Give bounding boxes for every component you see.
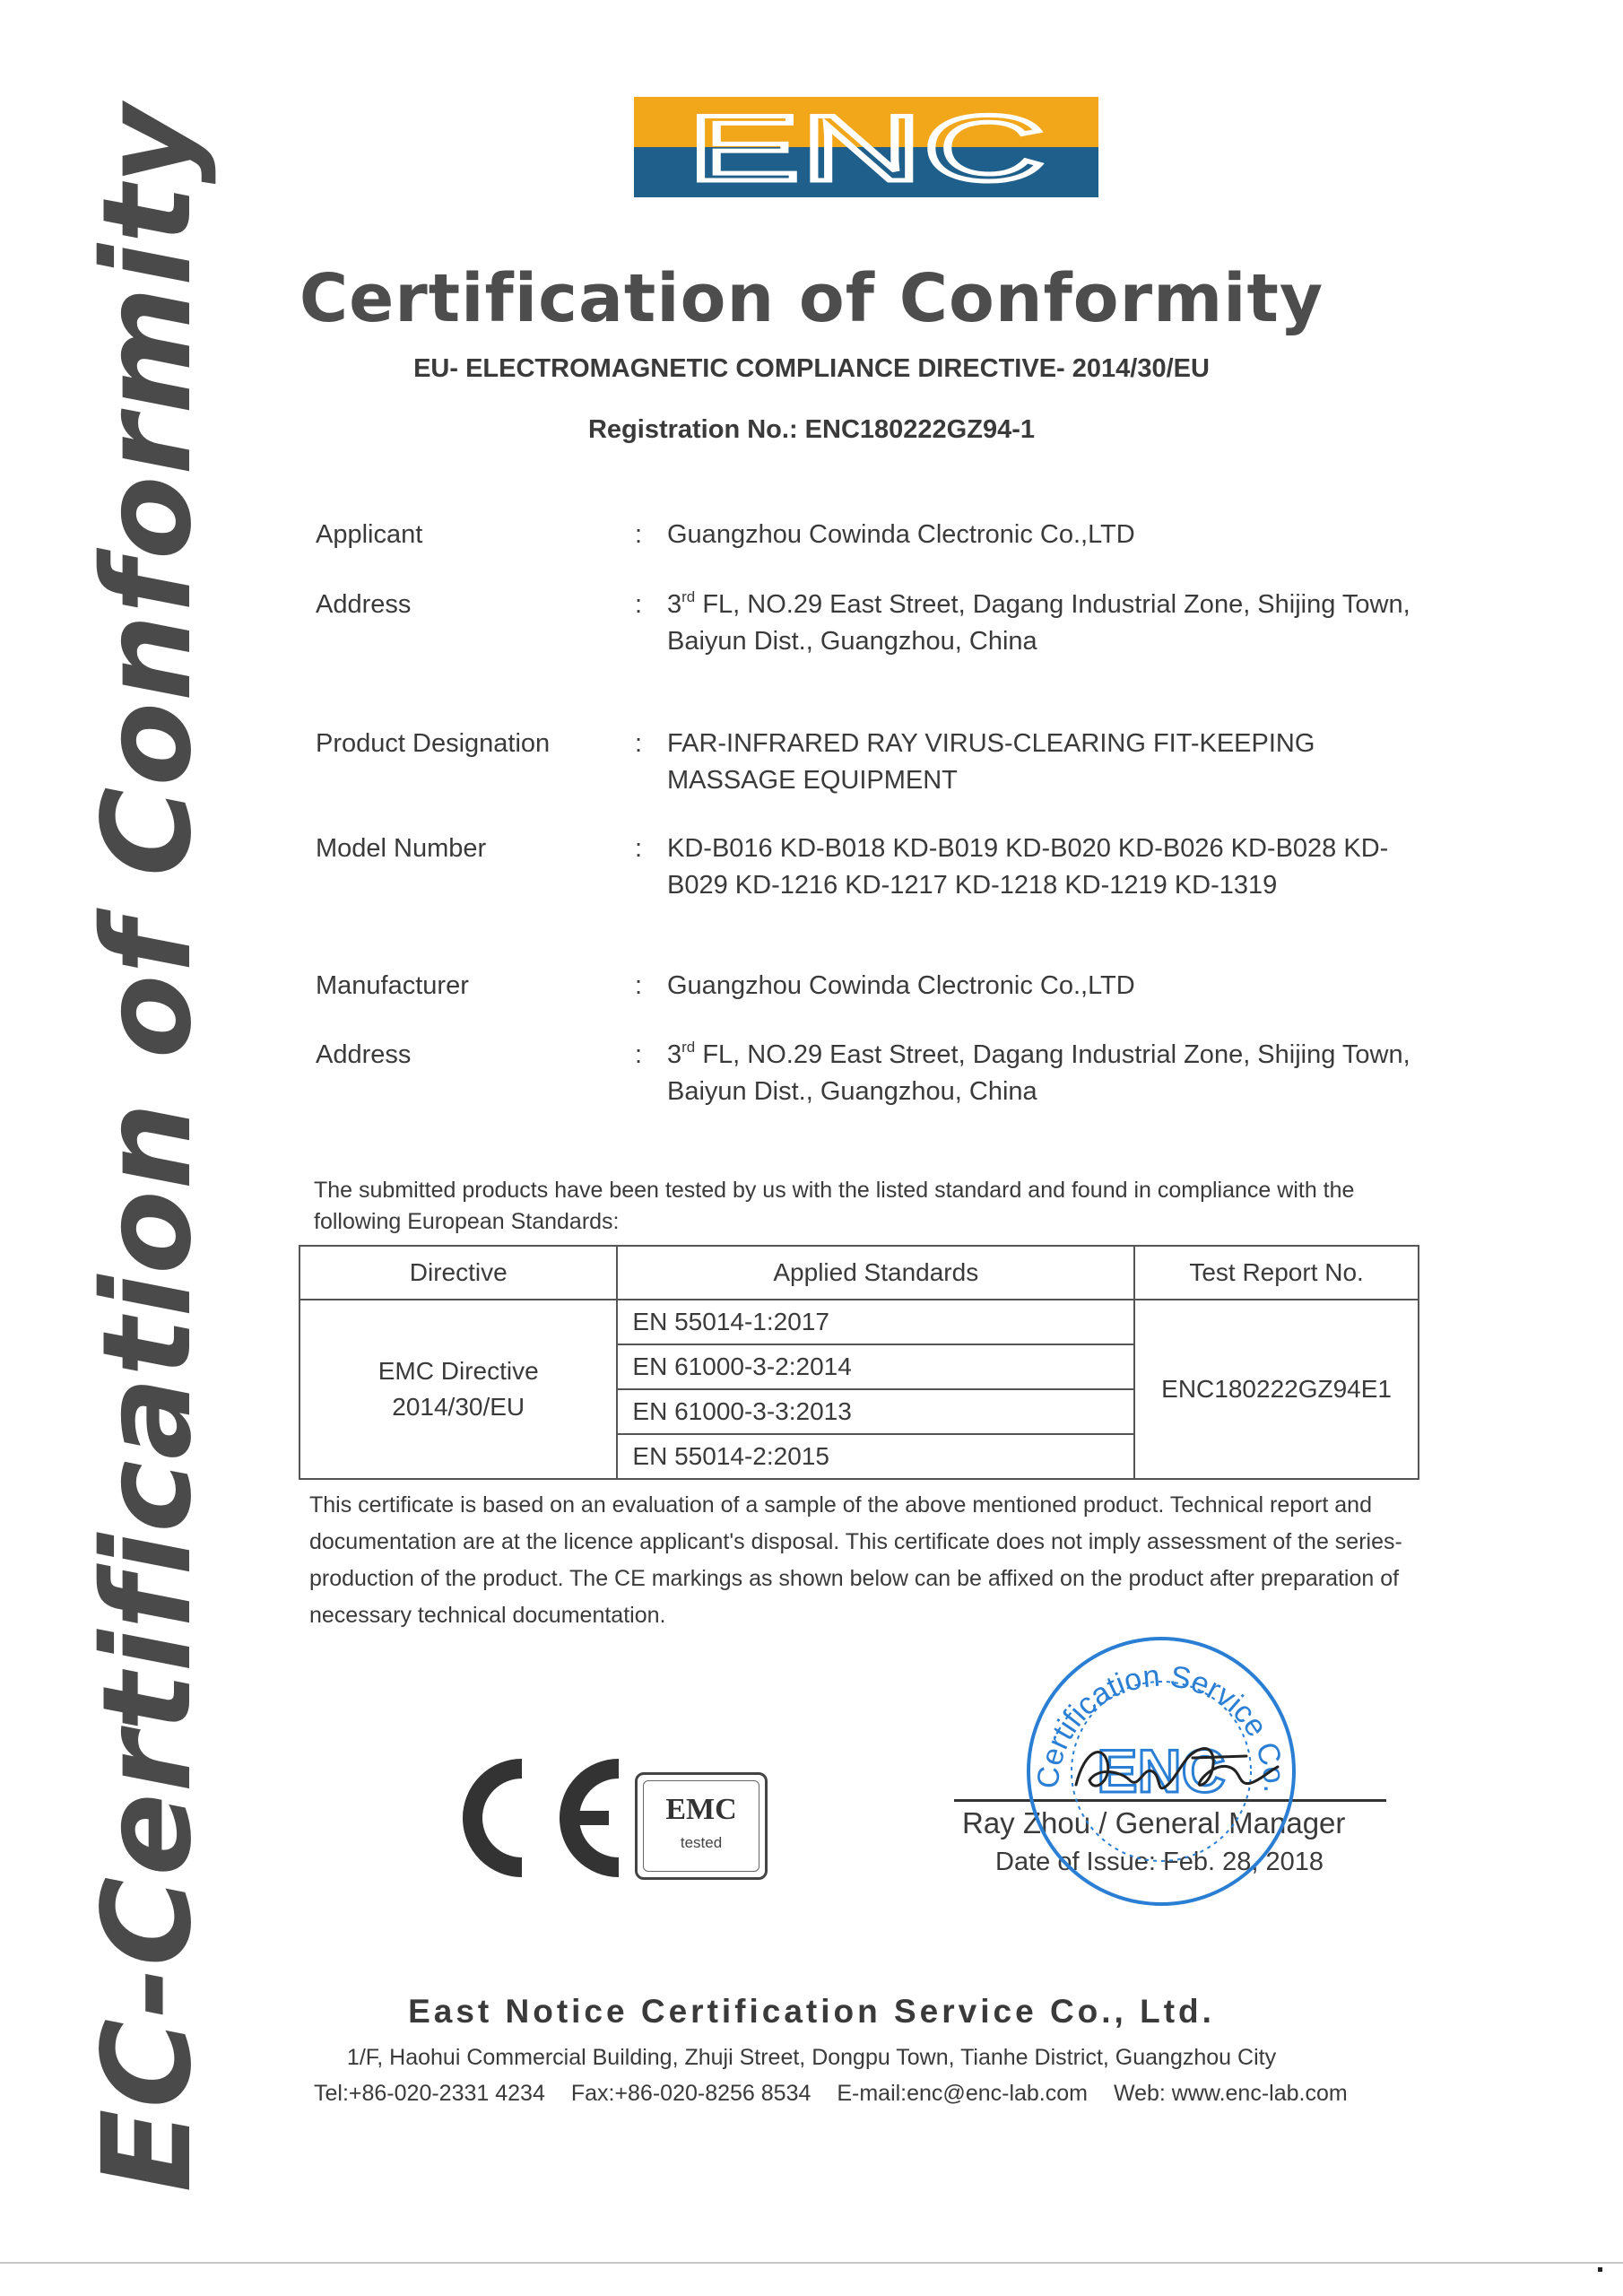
- emc-tested-badge: [635, 1772, 768, 1880]
- table-header-standards: Applied Standards: [617, 1246, 1134, 1300]
- disclaimer-text: This certificate is based on an evaluation of a sample of the above mentioned product. Technical report and documentation are at the licence applicant's disposal. This certificate does not imply assessment of the series-production of the product. The CE markings as shown below can be affixed on the product after preparation of necessary technical documentation.: [309, 1492, 1402, 1628]
- issuer-tel: Tel:+86-020-2331 4234: [314, 2081, 545, 2106]
- address-text: FL, NO.29 East Street, Dagang Industrial Zone, Shijing Town, Baiyun Dist., Guangzhou, China: [667, 590, 1410, 656]
- manufacturer-address-floor-suffix: rd: [681, 1039, 696, 1056]
- page-title: Certification of Conformity: [299, 260, 1324, 337]
- model-number-label: Model Number: [316, 834, 487, 863]
- test-report-cell: ENC180222GZ94E1: [1134, 1300, 1419, 1479]
- applicant-value: Guangzhou Cowinda Clectronic Co.,LTD: [667, 520, 1135, 549]
- product-designation-value: FAR-INFRARED RAY VIRUS-CLEARING FIT-KEEPING MASSAGE EQUIPMENT: [667, 729, 1315, 795]
- standard-cell: EN 61000-3-2:2014: [617, 1344, 1134, 1389]
- logo-text: ENC: [687, 97, 1046, 197]
- ce-mark-icon: [439, 1751, 628, 1885]
- issuer-address: 1/F, Haohui Commercial Building, Zhuji Street, Dongpu Town, Tianhe District, Guangzhou City: [346, 2045, 1277, 2070]
- table-header-row: [299, 1246, 1419, 1300]
- address-floor-suffix: rd: [681, 588, 696, 605]
- issuer-company-name: East Notice Certification Service Co., Ltd.: [408, 1993, 1215, 2030]
- manufacturer-address-floor-number: 3: [667, 1040, 682, 1069]
- issuer-web[interactable]: Web: www.enc-lab.com: [1113, 2081, 1348, 2106]
- table-header-report: Test Report No.: [1134, 1246, 1419, 1300]
- registration-label: Registration No.:: [587, 415, 798, 444]
- model-number-value: KD-B016 KD-B018 KD-B019 KD-B020 KD-B026 KD-B028 KD-B029 KD-1216 KD-1217 KD-1218 KD-1219 KD-1319: [667, 834, 1389, 900]
- bottom-rule: [0, 2262, 1623, 2264]
- applicant-colon: :: [635, 520, 643, 549]
- signatory-name: Ray Zhou / General Manager: [962, 1806, 1346, 1839]
- manufacturer-address-text: FL, NO.29 East Street, Dagang Industrial Zone, Shijing Town, Baiyun Dist., Guangzhou, China: [667, 1040, 1410, 1106]
- bottom-mark: [1598, 2267, 1602, 2272]
- standard-cell: EN 55014-2:2015: [617, 1434, 1134, 1479]
- stamp-ring-text: Certification Service Co.: [1030, 1658, 1292, 1794]
- directive-cell: [299, 1300, 617, 1479]
- table-row: [299, 1300, 1419, 1344]
- product-designation-colon: :: [635, 729, 643, 758]
- applicant-label: Applicant: [316, 520, 423, 549]
- emc-badge-title: EMC: [665, 1793, 737, 1826]
- registration-line: [0, 415, 1623, 445]
- product-designation-label: Product Designation: [316, 729, 551, 758]
- issuer-contact-line: [314, 2081, 1426, 2107]
- directive-line-2: 2014/30/EU: [392, 1393, 525, 1421]
- issuer-email[interactable]: E-mail:enc@enc-lab.com: [837, 2081, 1088, 2106]
- stamp-center-text: ENC: [1097, 1737, 1226, 1805]
- manufacturer-address-label: Address: [316, 1040, 412, 1069]
- address-floor-number: 3: [667, 590, 682, 619]
- registration-number: ENC180222GZ94-1: [804, 415, 1035, 444]
- signature-line: [954, 1799, 1386, 1802]
- side-title: EC-Certification of Conformity: [77, 103, 219, 2193]
- manufacturer-address-value: [667, 1037, 1420, 1110]
- enc-logo: [634, 97, 1098, 197]
- manufacturer-colon: :: [635, 971, 643, 1000]
- manufacturer-address-colon: :: [635, 1040, 643, 1069]
- manufacturer-value: Guangzhou Cowinda Clectronic Co.,LTD: [667, 971, 1135, 1000]
- standards-intro: The submitted products have been tested by us with the listed standard and found in compliance with the following European Standards:: [314, 1178, 1355, 1234]
- model-number-colon: :: [635, 834, 643, 863]
- address-label: Address: [316, 590, 412, 619]
- standard-cell: EN 61000-3-3:2013: [617, 1389, 1134, 1434]
- issuer-fax: Fax:+86-020-8256 8534: [570, 2081, 812, 2106]
- issue-date: Date of Issue: Feb. 28, 2018: [995, 1848, 1324, 1876]
- address-value: [667, 587, 1420, 660]
- standards-table: [299, 1245, 1419, 1480]
- manufacturer-label: Manufacturer: [316, 971, 469, 1000]
- address-colon: :: [635, 590, 643, 619]
- table-header-directive: Directive: [299, 1246, 617, 1300]
- directive-subtitle: EU- ELECTROMAGNETIC COMPLIANCE DIRECTIVE- 2014/30/EU: [413, 354, 1210, 383]
- directive-line-1: EMC Directive: [378, 1357, 539, 1385]
- standard-cell: EN 55014-1:2017: [617, 1300, 1134, 1344]
- emc-badge-subtitle: tested: [680, 1834, 723, 1851]
